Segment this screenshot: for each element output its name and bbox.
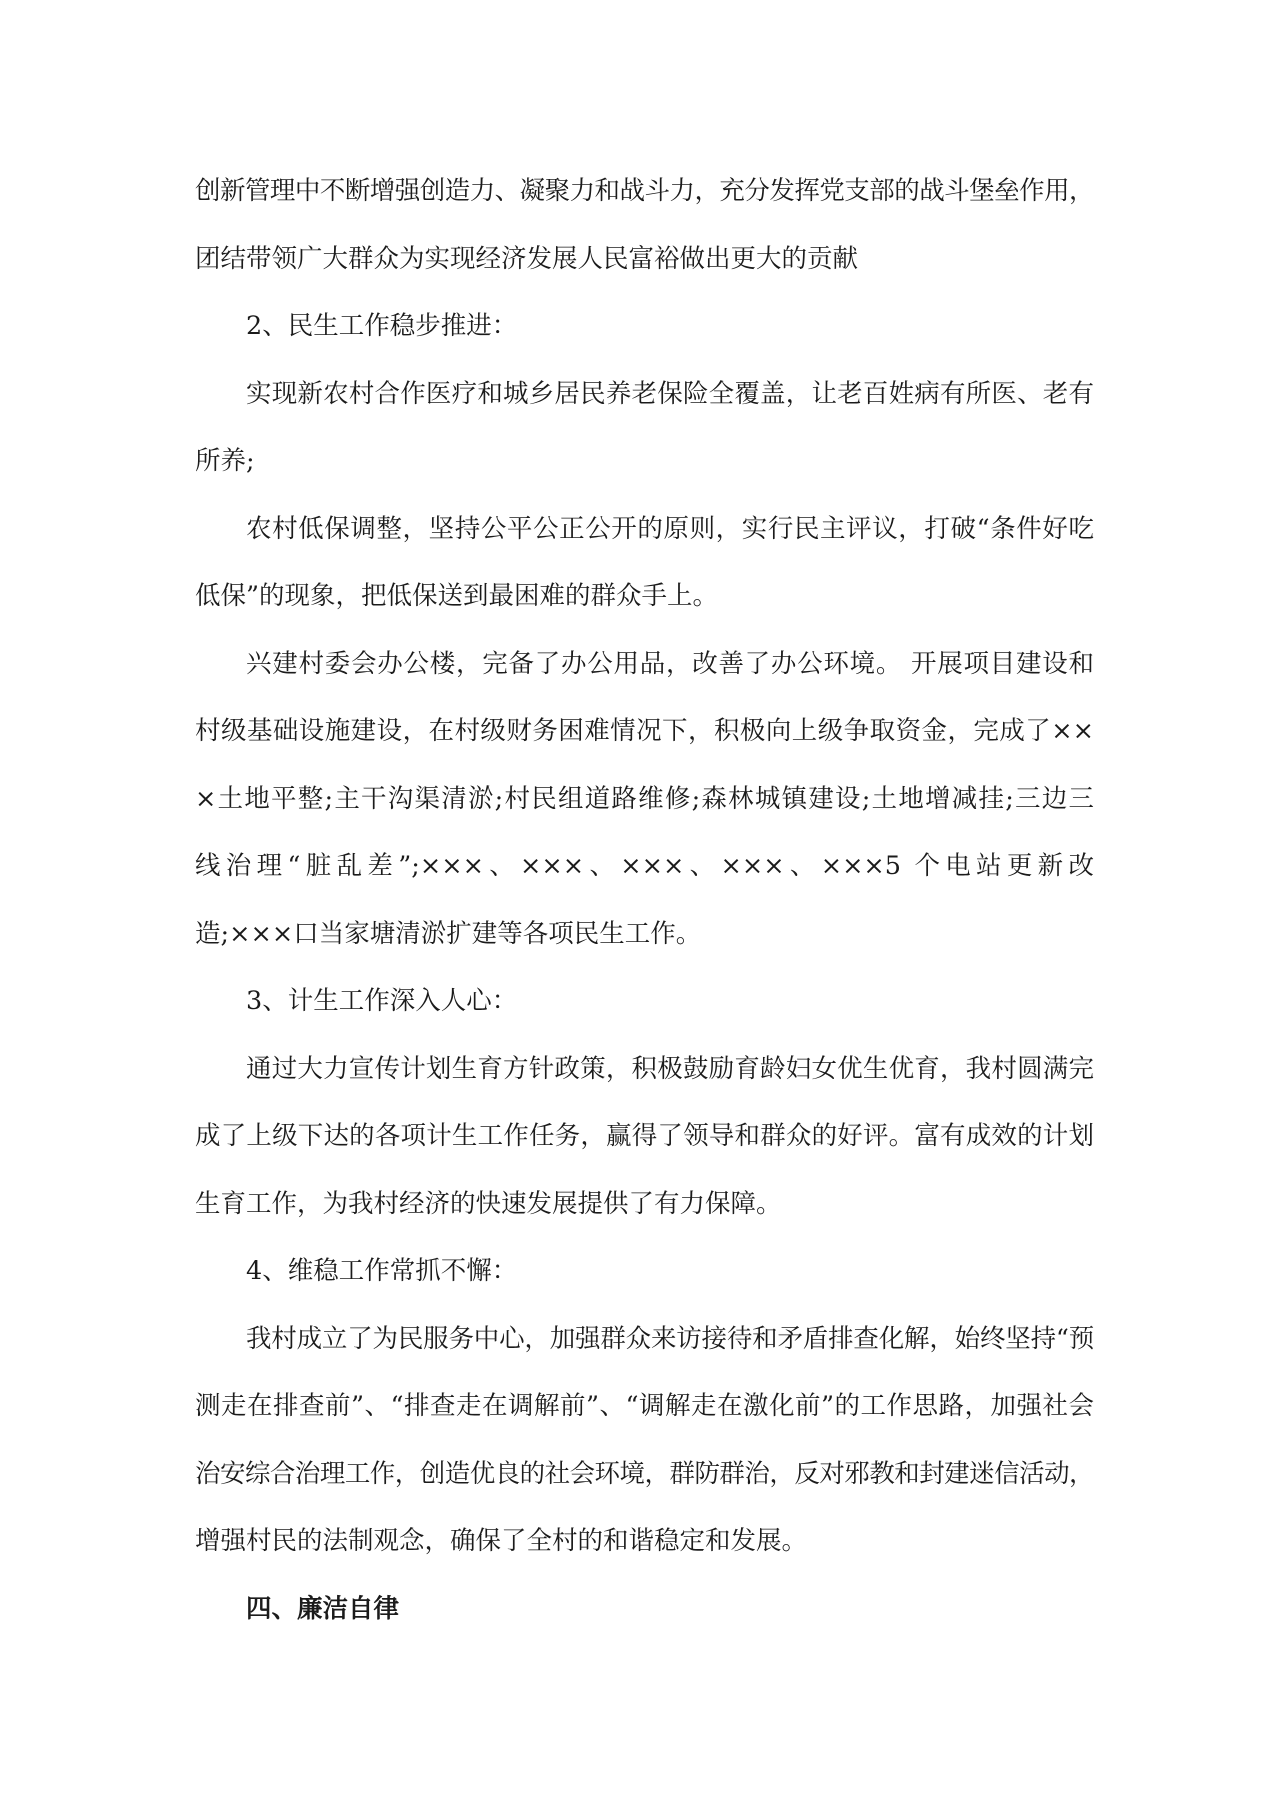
text-line: 实现新农村合作医疗和城乡居民养老保险全覆盖，让老百姓病有所医、老有 (246, 378, 1094, 409)
text-line: 生育工作，为我村经济的快速发展提供了有力保障。 (195, 1188, 782, 1219)
text-line: 造;×××口当家塘清淤扩建等各项民生工作。 (195, 918, 702, 949)
text-line: 农村低保调整，坚持公平公正公开的原则，实行民主评议，打破“条件好吃 (246, 513, 1094, 544)
text-line: 所养; (195, 446, 255, 476)
paragraph-family-planning-results (195, 1036, 1094, 1239)
text-line: 团结带领广大群众为实现经济发展人民富裕做出更大的贡献 (195, 243, 859, 274)
paragraph-party-branch-continuation (195, 158, 1094, 293)
text-line: 增强村民的法制观念，确保了全村的和谐稳定和发展。 (195, 1526, 808, 1556)
subheading-family-planning (195, 968, 1094, 1036)
text-line: 治安综合治理工作，创造优良的社会环境，群防群治，反对邪教和封建迷信活动， (195, 1458, 1094, 1489)
text-line: 通过大力宣传计划生育方针政策，积极鼓励育龄妇女优生优育，我村圆满完 (246, 1053, 1094, 1084)
paragraph-service-center-stability (195, 1306, 1094, 1576)
subheading-livelihood-work (195, 293, 1094, 361)
text-line: 我村成立了为民服务中心，加强群众来访接待和矛盾排查化解，始终坚持“预 (246, 1323, 1094, 1354)
text-line: 成了上级下达的各项计生工作任务，赢得了领导和群众的好评。富有成效的计划 (195, 1121, 1094, 1151)
section-heading-integrity: 四、廉洁自律 (246, 1593, 400, 1624)
text-line: 兴建村委会办公楼，完备了办公用品，改善了办公环境。 开展项目建设和 (246, 648, 1094, 679)
subheading-stability-maintenance (195, 1238, 1094, 1306)
text-line: 4、维稳工作常抓不懈： (246, 1256, 518, 1286)
text-line: 线治理“脏乱差”;×××、×××、×××、×××、×××5 个电站更新改 (195, 851, 1094, 881)
text-line: ×土地平整;主干沟渠清淤;村民组道路维修;森林城镇建设;土地增减挂;三边三 (195, 783, 1094, 814)
text-line: 村级基础设施建设，在村级财务困难情况下，积极向上级争取资金，完成了×× (195, 716, 1094, 746)
document-body (195, 158, 1094, 1643)
text-line: 低保”的现象，把低保送到最困难的群众手上。 (195, 581, 719, 611)
text-line: 测走在排查前”、“排查走在调解前”、“调解走在激化前”的工作思路，加强社会 (195, 1391, 1094, 1421)
text-line: 创新管理中不断增强创造力、凝聚力和战斗力，充分发挥党支部的战斗堡垒作用， (195, 176, 1094, 206)
paragraph-subsistence-allowance (195, 496, 1094, 631)
paragraph-medical-pension-coverage (195, 361, 1094, 496)
text-line: 3、计生工作深入人心： (246, 986, 518, 1016)
text-line: 2、民生工作稳步推进： (246, 311, 518, 341)
paragraph-infrastructure-projects (195, 631, 1094, 969)
